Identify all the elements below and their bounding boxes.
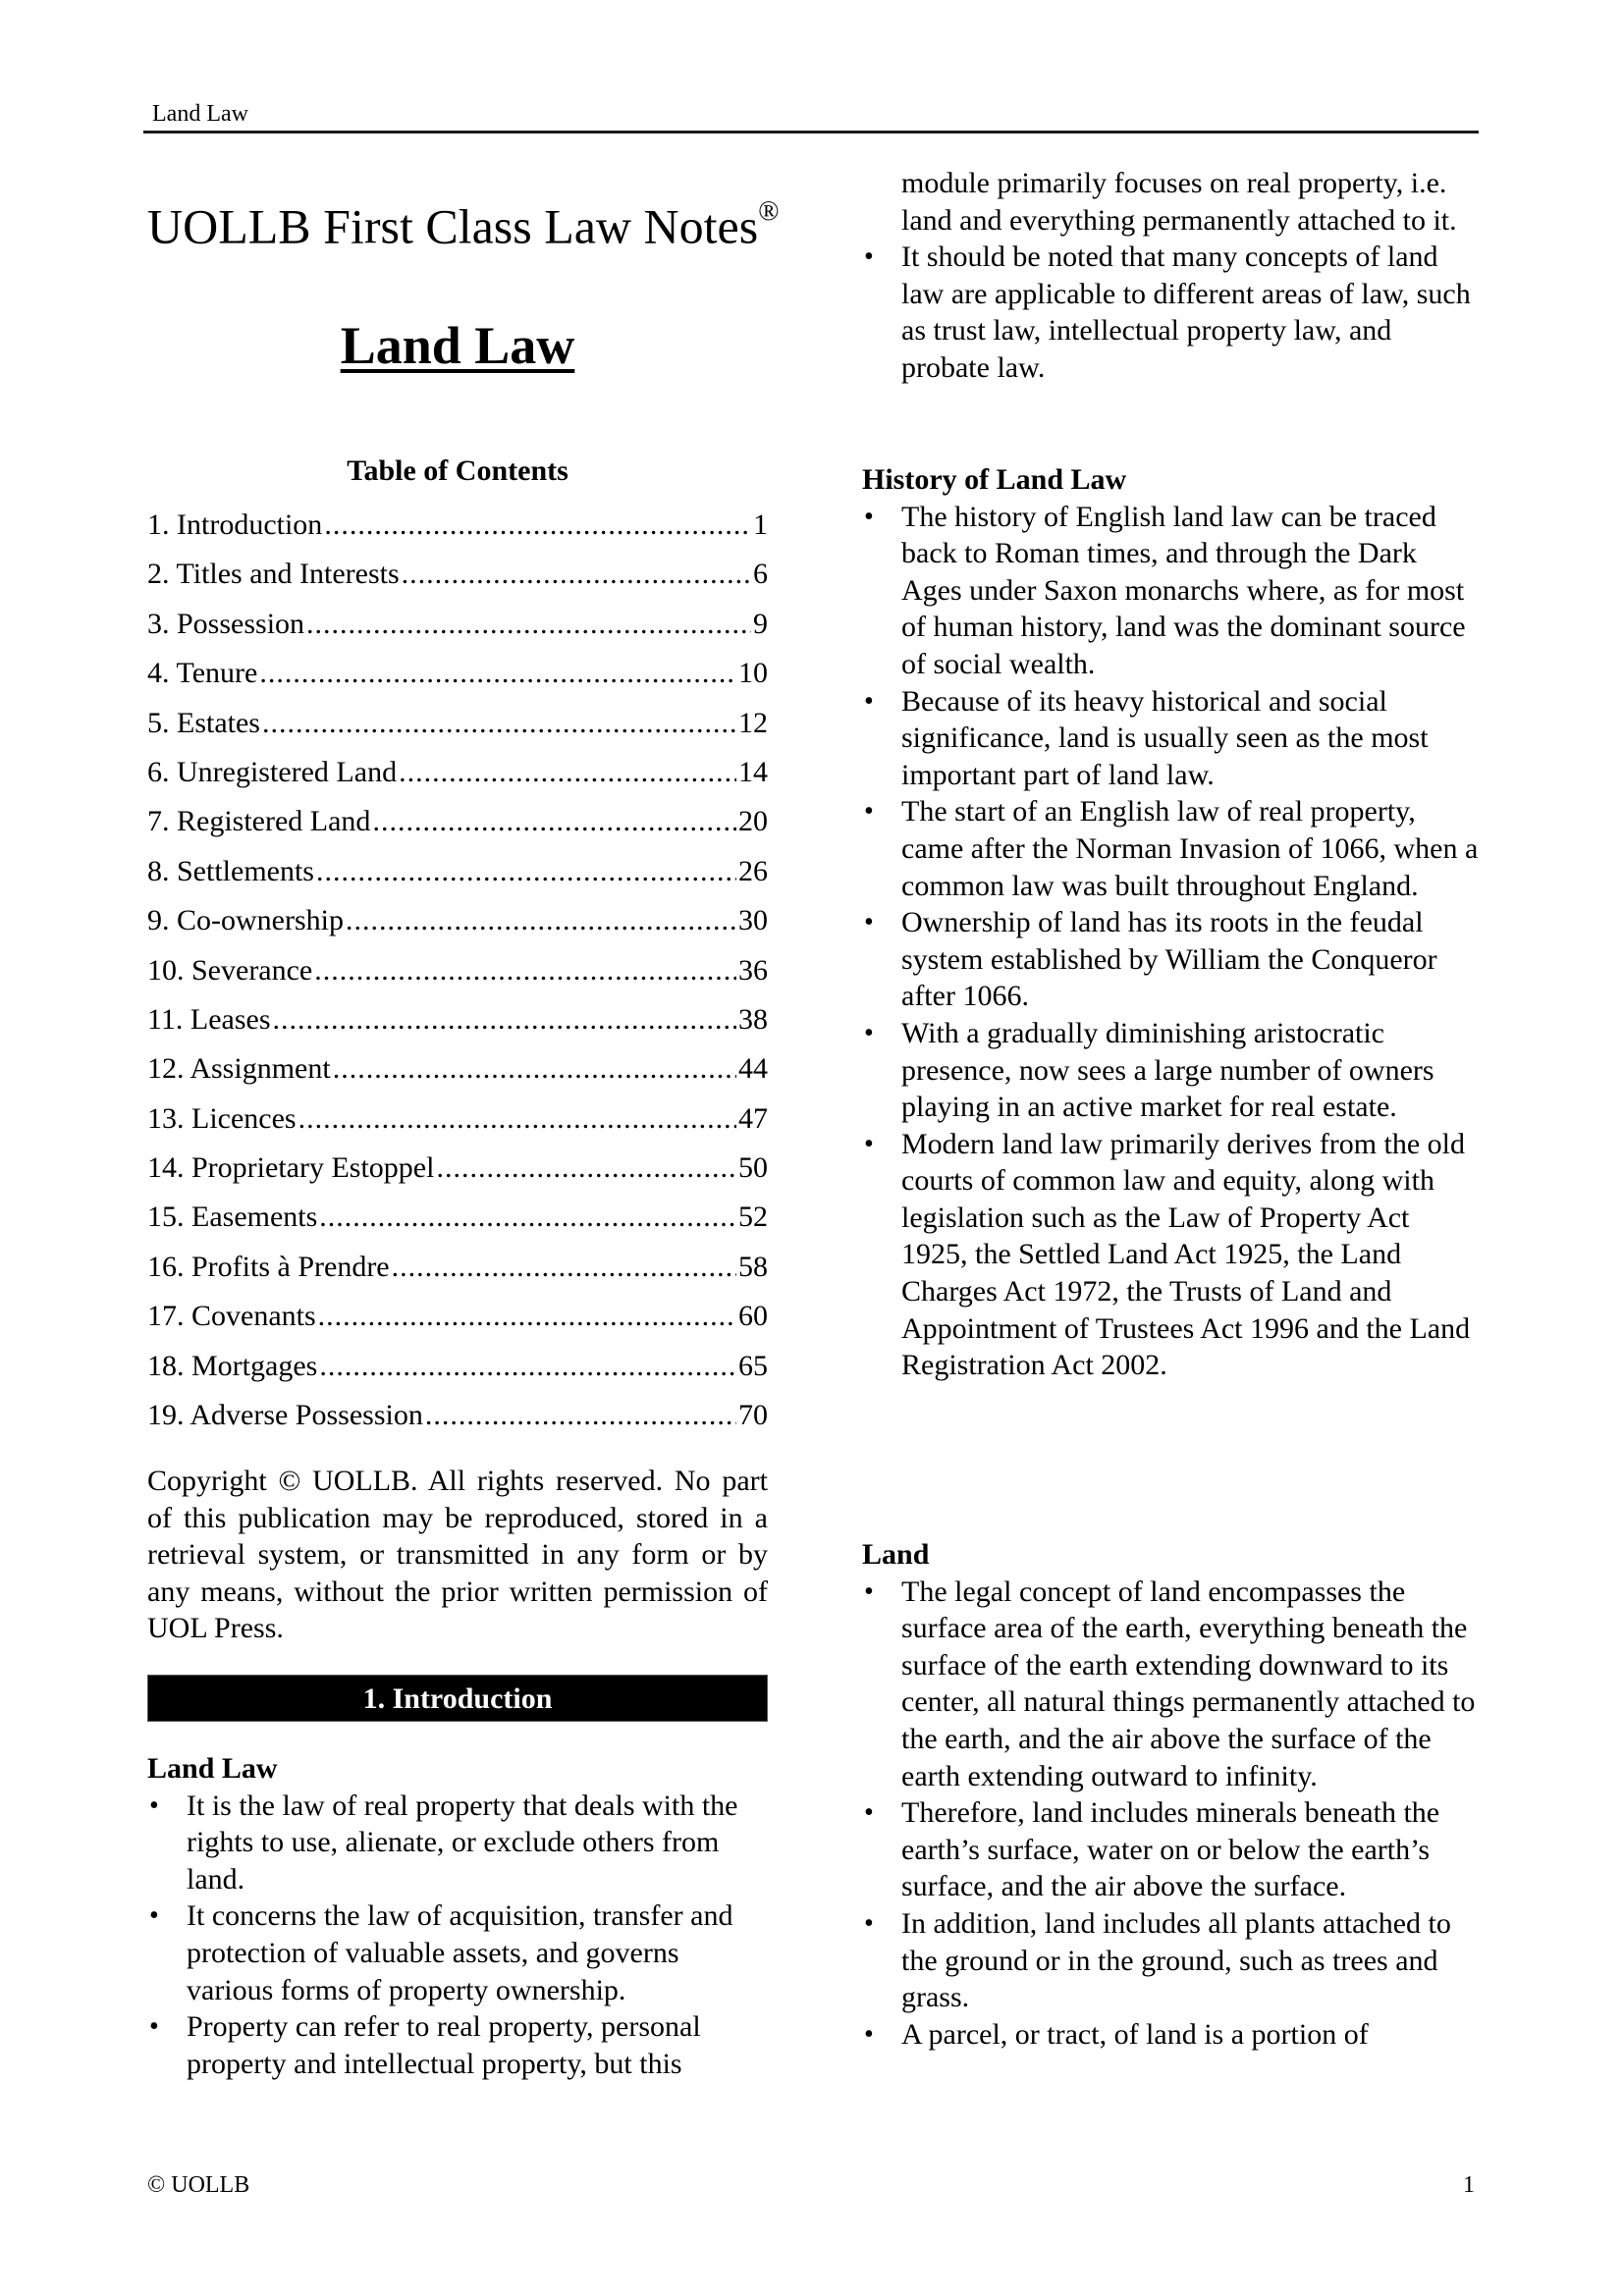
bullet-text: The start of an English law of real property, came after the Norman Invasion of 1066, when a common law was built throughout England. [901, 795, 1479, 902]
toc-item-label: 8. Settlements [147, 854, 314, 887]
toc-item[interactable] [147, 1193, 768, 1242]
toc-leader-dots [306, 600, 751, 649]
toc-item-label: 15. Easements [147, 1201, 318, 1234]
toc-item[interactable] [147, 995, 768, 1044]
bullet-item [862, 1015, 1481, 1126]
toc-item-page: 9 [753, 607, 768, 640]
bullet-list [862, 1574, 1481, 2054]
toc-item-page: 12 [738, 706, 768, 739]
toc-leader-dots [262, 699, 736, 748]
land-subsection [862, 1536, 1481, 2053]
bullet-text: Therefore, land includes minerals beneath the earth’s surface, water on or below the earth’s surface, and the air above the surface. [901, 1796, 1440, 1903]
toc-item[interactable] [147, 649, 768, 698]
toc-item-page: 60 [738, 1300, 768, 1333]
bullet-item [862, 1574, 1481, 1795]
toc-leader-dots [318, 1292, 736, 1341]
toc-item[interactable] [147, 550, 768, 599]
toc-item-page: 1 [753, 508, 768, 541]
bullet-item [862, 2016, 1481, 2054]
bullet-text: It concerns the law of acquisition, transfer and protection of valuable assets, and governs various forms of property ownership. [187, 1899, 733, 2006]
bullet-text: The history of English land law can be traced back to Roman times, and through the Dark Ages under Saxon monarchs where, as for most of human history, land was the dominant source of social wealth. [901, 500, 1466, 680]
toc-leader-dots [298, 1095, 736, 1144]
bullet-text: It should be noted that many concepts of land law are applicable to different areas of law, such as trust law, intellectual property law, and probate law. [901, 240, 1471, 384]
toc-leader-dots [333, 1044, 736, 1094]
bullet-item [862, 1794, 1481, 1905]
bullet-text: It is the law of real property that deals with the rights to use, alienate, or exclude others from land. [187, 1789, 738, 1896]
bullet-text: In addition, land includes all plants attached to the ground or in the ground, such as trees and grass. [901, 1906, 1451, 2014]
toc-item-label: 13. Licences [147, 1101, 297, 1135]
bullet-item [862, 793, 1481, 904]
toc-item-page: 10 [738, 657, 768, 690]
toc-item-label: 7. Registered Land [147, 805, 371, 838]
toc-leader-dots [314, 946, 736, 995]
bullet-icon: • [864, 2018, 874, 2050]
document-title [147, 188, 779, 256]
bullet-icon: • [864, 1017, 874, 1048]
history-subsection [862, 461, 1481, 1384]
bullet-text: Property can refer to real property, personal property and intellectual property, but this [187, 2010, 701, 2080]
toc-item-page: 38 [738, 1002, 768, 1036]
toc-item-label: 11. Leases [147, 1002, 271, 1036]
toc-leader-dots [436, 1144, 736, 1193]
subject-title [147, 314, 768, 377]
land-law-continuation [862, 165, 1481, 387]
subject-title-text: Land Law [340, 316, 575, 375]
toc-item-label: 4. Tenure [147, 657, 258, 690]
bullet-item [862, 499, 1481, 683]
toc-item[interactable] [147, 1044, 768, 1094]
bullet-item [862, 239, 1481, 386]
toc-item[interactable] [147, 699, 768, 748]
toc-item[interactable] [147, 1342, 768, 1391]
toc-item-label: 12. Assignment [147, 1052, 331, 1086]
toc-item[interactable] [147, 501, 768, 550]
page-number: 1 [1463, 2172, 1475, 2198]
toc-item-page: 70 [738, 1399, 768, 1432]
toc-item[interactable] [147, 847, 768, 896]
toc-item-page: 52 [738, 1201, 768, 1234]
bullet-item [862, 904, 1481, 1015]
toc-leader-dots [402, 550, 751, 599]
toc-item-page: 14 [738, 755, 768, 788]
toc-item-page: 36 [738, 953, 768, 987]
bullet-item [862, 1126, 1481, 1384]
toc-leader-dots [425, 1391, 736, 1440]
subsection-heading: Land Law [147, 1752, 278, 1785]
toc-heading: Table of Contents [347, 454, 568, 487]
bullet-continuation-text: module primarily focuses on real property, i.e. land and everything permanently attached to it. [901, 167, 1457, 237]
land-law-subsection [147, 1750, 768, 2082]
toc-item[interactable] [147, 1243, 768, 1292]
toc-item[interactable] [147, 1292, 768, 1341]
toc-item-label: 19. Adverse Possession [147, 1399, 423, 1432]
bullet-text: The legal concept of land encompasses the surface area of the earth, everything beneath the surface of the earth extending downward to its center, all natural things permanently attached to the earth, and the air above the surface of the earth extending outward to infinity. [901, 1575, 1476, 1792]
toc-item-page: 50 [738, 1151, 768, 1185]
bullet-text: A parcel, or tract, of land is a portion of [901, 2017, 1369, 2051]
section-heading-introduction: 1. Introduction [147, 1675, 768, 1722]
toc-item-page: 58 [738, 1250, 768, 1283]
toc-item-label: 5. Estates [147, 706, 260, 739]
bullet-icon: • [149, 1900, 159, 1932]
toc-leader-dots [273, 995, 736, 1044]
toc-item[interactable] [147, 1391, 768, 1440]
toc-leader-dots [392, 1243, 736, 1292]
document-title-text: UOLLB First Class Law Notes [147, 198, 759, 254]
registered-mark: ® [758, 196, 780, 227]
toc-item-label: 2. Titles and Interests [147, 558, 400, 591]
toc-leader-dots [319, 1342, 736, 1391]
toc-item[interactable] [147, 1095, 768, 1144]
header-rule [143, 131, 1479, 133]
bullet-list [147, 1788, 768, 2083]
toc-item[interactable] [147, 748, 768, 797]
bullet-icon: • [864, 1907, 874, 1939]
bullet-item [862, 1905, 1481, 2016]
bullet-text: Because of its heavy historical and social significance, land is usually seen as the most important part of land law. [901, 684, 1429, 791]
toc-item-page: 30 [738, 904, 768, 937]
table-of-contents [147, 501, 768, 1440]
bullet-icon: • [864, 907, 874, 938]
toc-item-label: 6. Unregistered Land [147, 755, 398, 788]
toc-item-label: 14. Proprietary Estoppel [147, 1151, 435, 1185]
bullet-icon: • [864, 796, 874, 828]
toc-item[interactable] [147, 896, 768, 945]
bullet-icon: • [149, 2011, 159, 2043]
bullet-icon: • [149, 1789, 159, 1821]
toc-leader-dots [316, 847, 736, 896]
toc-item[interactable] [147, 946, 768, 995]
bullet-text: Modern land law primarily derives from the old courts of common law and equity, along with legislation such as the Law of Property Act 1925, the Settled Land Act 1925, the Land Charges Act 1972, the Trusts of Land and Appointment of Trustees Act 1996 and the Land Registration Act 2002. [901, 1127, 1471, 1382]
bullet-text: With a gradually diminishing aristocratic presence, now sees a large number of owners playing in an active market for real estate. [901, 1016, 1434, 1124]
toc-leader-dots [324, 501, 751, 550]
toc-leader-dots [372, 797, 736, 846]
toc-item-label: 9. Co-ownership [147, 904, 344, 937]
bullet-list [862, 239, 1481, 386]
bullet-item [147, 1788, 768, 1898]
subsection-heading: Land [862, 1538, 930, 1571]
bullet-list [862, 499, 1481, 1384]
toc-item-label: 3. Possession [147, 607, 305, 640]
toc-item-label: 16. Profits à Prendre [147, 1250, 390, 1283]
bullet-item [862, 683, 1481, 794]
copyright-notice: Copyright © UOLLB. All rights reserved. No part of this publication may be reproduced, stored in a retrieval system, or transmitted in any form or by any means, without the prior written permission of UOL Press. [147, 1465, 768, 1645]
toc-item-page: 6 [753, 558, 768, 591]
toc-item-label: 10. Severance [147, 953, 313, 987]
toc-item[interactable] [147, 797, 768, 846]
subsection-heading: History of Land Law [862, 463, 1127, 496]
toc-item-page: 20 [738, 805, 768, 838]
toc-item-page: 47 [738, 1101, 768, 1135]
toc-item-page: 26 [738, 854, 768, 887]
bullet-icon: • [864, 501, 874, 532]
toc-leader-dots [346, 896, 736, 945]
toc-leader-dots [259, 649, 736, 698]
toc-item-label: 1. Introduction [147, 508, 323, 541]
bullet-item [147, 1897, 768, 2008]
bullet-icon: • [864, 685, 874, 717]
toc-item-label: 18. Mortgages [147, 1349, 318, 1382]
toc-item[interactable] [147, 1144, 768, 1193]
bullet-text: Ownership of land has its roots in the feudal system established by William the Conqueror after 1066. [901, 906, 1437, 1013]
toc-leader-dots [399, 748, 736, 797]
toc-leader-dots [319, 1193, 736, 1242]
footer-copyright: © UOLLB [147, 2172, 250, 2198]
bullet-icon: • [864, 241, 874, 273]
bullet-icon: • [864, 1128, 874, 1159]
toc-item-page: 65 [738, 1349, 768, 1382]
bullet-icon: • [864, 1797, 874, 1829]
bullet-item [147, 2008, 768, 2082]
running-header-title: Land Law [152, 101, 248, 127]
toc-item[interactable] [147, 600, 768, 649]
toc-item-page: 44 [738, 1052, 768, 1086]
bullet-icon: • [864, 1575, 874, 1607]
toc-item-label: 17. Covenants [147, 1300, 316, 1333]
